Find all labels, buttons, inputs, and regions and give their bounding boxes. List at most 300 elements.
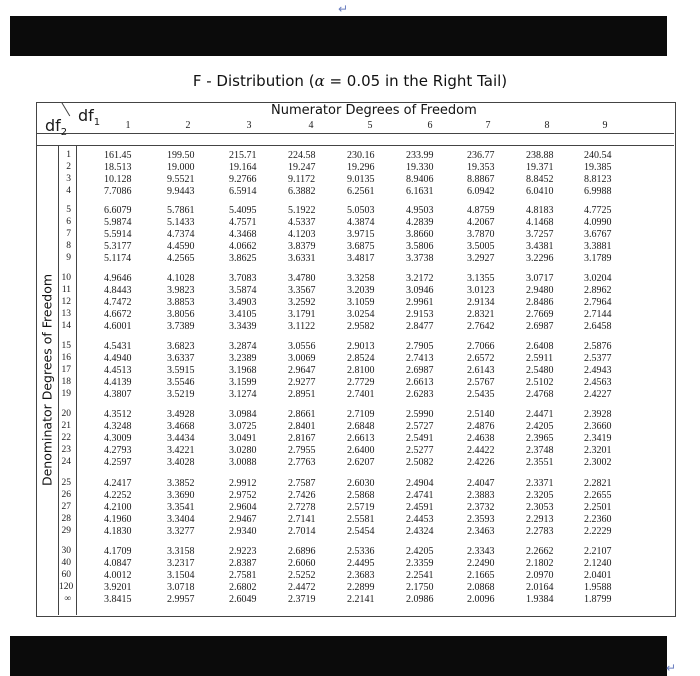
denominator-df-label: 15: [61, 341, 71, 351]
denominator-df-label: 22: [61, 433, 71, 443]
f-critical-value: 3.1504: [167, 570, 195, 581]
f-critical-value: 3.5915: [167, 365, 195, 376]
f-critical-value: 3.0725: [229, 421, 257, 432]
f-critical-value: 19.330: [406, 162, 434, 173]
denominator-df-label: 23: [61, 445, 71, 455]
f-critical-value: 4.3468: [229, 229, 257, 240]
f-critical-value: 6.0410: [526, 186, 554, 197]
f-critical-value: 2.9013: [347, 341, 375, 352]
f-critical-value: 3.0946: [406, 285, 434, 296]
f-critical-value: 5.1433: [167, 217, 195, 228]
numerator-df-header: 2: [185, 120, 191, 131]
f-critical-value: 2.3719: [288, 594, 316, 605]
f-critical-value: 3.2389: [229, 353, 257, 364]
f-critical-value: 6.6079: [104, 205, 132, 216]
f-critical-value: 3.3690: [167, 490, 195, 501]
denominator-axis: [37, 146, 58, 615]
f-critical-value: 3.0254: [347, 309, 375, 320]
f-critical-value: 4.9503: [406, 205, 434, 216]
f-critical-value: 2.3551: [526, 457, 554, 468]
f-critical-value: 2.4422: [467, 445, 495, 456]
f-critical-value: 3.2317: [167, 558, 195, 569]
f-critical-value: 3.8853: [167, 297, 195, 308]
denominator-df-label: 28: [61, 514, 71, 524]
f-critical-value: 18.513: [104, 162, 132, 173]
black-bar-bottom: [10, 636, 667, 676]
f-critical-value: 3.3277: [167, 526, 195, 537]
f-critical-value: 2.7729: [347, 377, 375, 388]
f-critical-value: 2.5454: [347, 526, 375, 537]
numerator-df-header: 5: [367, 120, 373, 131]
f-critical-value: 3.3567: [288, 285, 316, 296]
f-critical-value: 19.371: [526, 162, 554, 173]
f-critical-value: 4.8759: [467, 205, 495, 216]
f-critical-value: 238.88: [526, 150, 554, 161]
f-critical-value: 3.2296: [526, 253, 554, 264]
f-critical-value: 4.4590: [167, 241, 195, 252]
f-critical-value: 6.0942: [467, 186, 495, 197]
f-critical-value: 8.8123: [584, 174, 612, 185]
f-critical-value: 3.3881: [584, 241, 612, 252]
f-critical-value: 3.0069: [288, 353, 316, 364]
denominator-axis-label: Denominator Degrees of Freedom: [39, 273, 55, 487]
f-critical-value: 2.9604: [229, 502, 257, 513]
f-critical-value: 2.5336: [347, 546, 375, 557]
f-critical-value: 2.5480: [526, 365, 554, 376]
f-critical-value: 2.8524: [347, 353, 375, 364]
f-critical-value: 2.5252: [288, 570, 316, 581]
df2-base: df: [45, 116, 61, 135]
f-critical-value: 2.6613: [406, 377, 434, 388]
f-critical-value: 2.9340: [229, 526, 257, 537]
f-critical-value: 2.4047: [467, 478, 495, 489]
f-critical-value: 2.5377: [584, 353, 612, 364]
f-critical-value: 2.8477: [406, 321, 434, 332]
f-critical-value: 199.50: [167, 150, 195, 161]
f-critical-value: 2.2501: [584, 502, 612, 513]
f-critical-value: 3.5005: [467, 241, 495, 252]
numerator-axis-label: Numerator Degrees of Freedom: [271, 103, 477, 118]
table-title: [0, 72, 700, 90]
f-critical-value: 2.4904: [406, 478, 434, 489]
index-column-divider: [76, 146, 77, 615]
f-critical-value: 3.0088: [229, 457, 257, 468]
f-critical-value: 240.54: [584, 150, 612, 161]
f-critical-value: 7.7086: [104, 186, 132, 197]
f-critical-value: 2.4472: [288, 582, 316, 593]
f-critical-value: 2.7014: [288, 526, 316, 537]
f-critical-value: 2.7109: [347, 409, 375, 420]
f-critical-value: 2.9153: [406, 309, 434, 320]
f-critical-value: 3.3738: [406, 253, 434, 264]
f-critical-value: 2.7066: [467, 341, 495, 352]
f-critical-value: 3.7083: [229, 273, 257, 284]
f-critical-value: 2.8962: [584, 285, 612, 296]
f-critical-value: 2.6207: [347, 457, 375, 468]
f-critical-value: 3.1122: [288, 321, 316, 332]
f-critical-value: 2.7587: [288, 478, 316, 489]
f-critical-value: 4.8443: [104, 285, 132, 296]
f-critical-value: 3.4221: [167, 445, 195, 456]
f-critical-value: 2.3683: [347, 570, 375, 581]
f-critical-value: 2.6400: [347, 445, 375, 456]
f-critical-value: 3.4928: [167, 409, 195, 420]
f-critical-value: 2.3748: [526, 445, 554, 456]
f-critical-value: 2.7278: [288, 502, 316, 513]
denominator-df-label: 30: [61, 546, 71, 556]
denominator-df-label: 11: [61, 285, 71, 295]
f-critical-value: 3.1789: [584, 253, 612, 264]
f-critical-value: 3.3258: [347, 273, 375, 284]
f-critical-value: 2.1665: [467, 570, 495, 581]
f-critical-value: 4.7374: [167, 229, 195, 240]
f-critical-value: 4.4940: [104, 353, 132, 364]
f-critical-value: 6.2561: [347, 186, 375, 197]
f-critical-value: 9.0135: [347, 174, 375, 185]
f-critical-value: 3.2927: [467, 253, 495, 264]
f-critical-value: 4.0662: [229, 241, 257, 252]
f-critical-value: 4.8183: [526, 205, 554, 216]
f-critical-value: 19.000: [167, 162, 195, 173]
f-critical-value: 3.1355: [467, 273, 495, 284]
f-critical-value: 3.2592: [288, 297, 316, 308]
f-critical-value: 2.8401: [288, 421, 316, 432]
f-critical-value: 19.385: [584, 162, 612, 173]
f-critical-value: 3.0556: [288, 341, 316, 352]
f-critical-value: 2.9134: [467, 297, 495, 308]
f-critical-value: 3.1599: [229, 377, 257, 388]
f-critical-value: 3.8660: [406, 229, 434, 240]
f-critical-value: 3.4381: [526, 241, 554, 252]
f-critical-value: 2.7401: [347, 389, 375, 400]
f-critical-value: 8.8452: [526, 174, 554, 185]
f-critical-value: 2.4563: [584, 377, 612, 388]
f-critical-value: 161.45: [104, 150, 132, 161]
f-critical-value: 2.3593: [467, 514, 495, 525]
f-critical-value: 6.1631: [406, 186, 434, 197]
f-critical-value: 2.8100: [347, 365, 375, 376]
f-critical-value: 3.5546: [167, 377, 195, 388]
denominator-df-label: 7: [66, 229, 71, 239]
numerator-df-header: 6: [427, 120, 433, 131]
f-critical-value: 2.3419: [584, 433, 612, 444]
f-critical-value: 2.2662: [526, 546, 554, 557]
f-critical-value: 230.16: [347, 150, 375, 161]
numerator-df-header: 9: [602, 120, 608, 131]
f-critical-value: 2.5102: [526, 377, 554, 388]
f-critical-value: 4.2793: [104, 445, 132, 456]
f-critical-value: 2.4768: [526, 389, 554, 400]
f-critical-value: 2.6060: [288, 558, 316, 569]
f-critical-value: 2.5911: [526, 353, 554, 364]
f-critical-value: 3.8625: [229, 253, 257, 264]
f-critical-value: 3.8379: [288, 241, 316, 252]
f-critical-value: 4.6001: [104, 321, 132, 332]
f-critical-value: 2.7581: [229, 570, 257, 581]
f-critical-value: 9.2766: [229, 174, 257, 185]
f-critical-value: 2.3002: [584, 457, 612, 468]
denominator-df-label: 60: [61, 570, 71, 580]
numerator-df-header: 8: [544, 120, 550, 131]
f-critical-value: 1.9384: [526, 594, 554, 605]
f-critical-value: 2.2229: [584, 526, 612, 537]
f-critical-value: 9.5521: [167, 174, 195, 185]
denominator-df-label: 14: [61, 321, 71, 331]
f-critical-value: 2.2541: [406, 570, 434, 581]
f-critical-value: 4.6672: [104, 309, 132, 320]
f-critical-value: 3.1791: [288, 309, 316, 320]
f-critical-value: 2.7642: [467, 321, 495, 332]
f-critical-value: 2.5876: [584, 341, 612, 352]
df1-base: df: [78, 106, 94, 125]
f-critical-value: 2.5719: [347, 502, 375, 513]
f-critical-value: 4.0990: [584, 217, 612, 228]
f-critical-value: 2.4495: [347, 558, 375, 569]
f-critical-value: 5.4095: [229, 205, 257, 216]
f-critical-value: 2.4741: [406, 490, 434, 501]
f-critical-value: 3.2874: [229, 341, 257, 352]
f-critical-value: 3.1274: [229, 389, 257, 400]
f-critical-value: 3.4668: [167, 421, 195, 432]
denominator-df-label: 4: [66, 186, 71, 196]
f-critical-value: 2.0164: [526, 582, 554, 593]
f-critical-value: 2.8167: [288, 433, 316, 444]
f-critical-value: 2.4227: [584, 389, 612, 400]
f-critical-value: 2.0986: [406, 594, 434, 605]
denominator-df-label: 25: [61, 478, 71, 488]
denominator-df-label: 17: [61, 365, 71, 375]
f-critical-value: 3.5219: [167, 389, 195, 400]
denominator-df-label: 12: [61, 297, 71, 307]
f-critical-value: 2.2490: [467, 558, 495, 569]
denominator-df-label: 120: [59, 582, 74, 592]
f-critical-value: 2.7955: [288, 445, 316, 456]
f-critical-value: 2.2783: [526, 526, 554, 537]
f-critical-value: 4.5431: [104, 341, 132, 352]
f-critical-value: 2.3732: [467, 502, 495, 513]
header-divider-1: [36, 133, 674, 134]
f-critical-value: 2.6896: [288, 546, 316, 557]
f-critical-value: 2.6458: [584, 321, 612, 332]
f-critical-value: 2.0401: [584, 570, 612, 581]
denominator-df-label: 29: [61, 526, 71, 536]
f-critical-value: 4.1203: [288, 229, 316, 240]
f-critical-value: 2.5082: [406, 457, 434, 468]
f-critical-value: 4.1709: [104, 546, 132, 557]
f-critical-value: 224.58: [288, 150, 316, 161]
f-critical-value: 2.4453: [406, 514, 434, 525]
f-critical-value: 2.4943: [584, 365, 612, 376]
f-critical-value: 2.2141: [347, 594, 375, 605]
df2-label: [45, 116, 67, 138]
f-critical-value: 2.4591: [406, 502, 434, 513]
f-critical-value: 2.6848: [347, 421, 375, 432]
numerator-df-header: 4: [308, 120, 314, 131]
f-critical-value: 2.1240: [584, 558, 612, 569]
f-critical-value: 4.0847: [104, 558, 132, 569]
f-critical-value: 3.7257: [526, 229, 554, 240]
f-critical-value: 4.3807: [104, 389, 132, 400]
f-critical-value: 3.4105: [229, 309, 257, 320]
f-critical-value: 8.8867: [467, 174, 495, 185]
f-critical-value: 5.1922: [288, 205, 316, 216]
f-critical-value: 4.4513: [104, 365, 132, 376]
f-critical-value: 2.6283: [406, 389, 434, 400]
numerator-df-header: 7: [485, 120, 491, 131]
f-critical-value: 4.2565: [167, 253, 195, 264]
f-critical-value: 4.2067: [467, 217, 495, 228]
denominator-df-label: 40: [61, 558, 71, 568]
f-critical-value: 4.1830: [104, 526, 132, 537]
f-critical-value: 2.2360: [584, 514, 612, 525]
f-critical-value: 5.1174: [104, 253, 132, 264]
f-critical-value: 4.1960: [104, 514, 132, 525]
f-critical-value: 5.0503: [347, 205, 375, 216]
f-critical-value: 2.9582: [347, 321, 375, 332]
f-critical-value: 8.9406: [406, 174, 434, 185]
denominator-df-label: 5: [66, 205, 71, 215]
f-critical-value: 4.7571: [229, 217, 257, 228]
f-critical-value: 2.3359: [406, 558, 434, 569]
f-critical-value: 5.9874: [104, 217, 132, 228]
denominator-df-label: 19: [61, 389, 71, 399]
f-critical-value: 4.3874: [347, 217, 375, 228]
f-critical-value: 3.0491: [229, 433, 257, 444]
f-critical-value: 1.9588: [584, 582, 612, 593]
f-critical-value: 3.4028: [167, 457, 195, 468]
denominator-df-label: 18: [61, 377, 71, 387]
f-critical-value: 3.6767: [584, 229, 612, 240]
f-critical-value: 2.3883: [467, 490, 495, 501]
denominator-df-label: 9: [66, 253, 71, 263]
f-critical-value: 3.6875: [347, 241, 375, 252]
f-critical-value: 4.4139: [104, 377, 132, 388]
f-critical-value: 3.3158: [167, 546, 195, 557]
f-critical-value: 3.4434: [167, 433, 195, 444]
f-critical-value: 4.3512: [104, 409, 132, 420]
f-critical-value: 3.0984: [229, 409, 257, 420]
f-critical-value: 2.8486: [526, 297, 554, 308]
f-critical-value: 6.3882: [288, 186, 316, 197]
f-critical-value: 2.4205: [526, 421, 554, 432]
f-critical-value: 2.4876: [467, 421, 495, 432]
f-critical-value: 3.3541: [167, 502, 195, 513]
f-critical-value: 2.6572: [467, 353, 495, 364]
f-critical-value: 19.164: [229, 162, 257, 173]
f-critical-value: 236.77: [467, 150, 495, 161]
title-alpha: α: [314, 72, 325, 90]
f-critical-value: 2.6030: [347, 478, 375, 489]
denominator-df-label: 8: [66, 241, 71, 251]
f-critical-value: 2.6987: [406, 365, 434, 376]
f-critical-value: 2.3201: [584, 445, 612, 456]
f-critical-value: 2.0868: [467, 582, 495, 593]
f-critical-value: 2.7144: [584, 309, 612, 320]
f-critical-value: 2.4324: [406, 526, 434, 537]
f-critical-value: 2.9957: [167, 594, 195, 605]
f-critical-value: 4.3248: [104, 421, 132, 432]
f-critical-value: 2.5581: [347, 514, 375, 525]
f-critical-value: 2.2913: [526, 514, 554, 525]
f-critical-value: 2.5767: [467, 377, 495, 388]
f-critical-value: 2.6802: [229, 582, 257, 593]
df1-subscript: 1: [93, 117, 101, 129]
f-critical-value: 3.9823: [167, 285, 195, 296]
f-critical-value: 2.8951: [288, 389, 316, 400]
f-critical-value: 3.8056: [167, 309, 195, 320]
f-critical-value: 3.2039: [347, 285, 375, 296]
return-symbol-top: ↵: [338, 2, 349, 16]
f-critical-value: 2.3205: [526, 490, 554, 501]
numerator-df-header: 3: [246, 120, 252, 131]
f-critical-value: 3.6337: [167, 353, 195, 364]
f-critical-value: 19.353: [467, 162, 495, 173]
df2-subscript: 2: [60, 127, 68, 139]
f-critical-value: 2.2655: [584, 490, 612, 501]
f-critical-value: 4.2252: [104, 490, 132, 501]
f-critical-value: 2.5868: [347, 490, 375, 501]
f-critical-value: 2.5491: [406, 433, 434, 444]
f-critical-value: 2.0970: [526, 570, 554, 581]
denominator-df-label: 16: [61, 353, 71, 363]
f-critical-value: 4.1468: [526, 217, 554, 228]
denominator-df-label: 13: [61, 309, 71, 319]
f-critical-value: 2.3053: [526, 502, 554, 513]
f-critical-value: 2.7964: [584, 297, 612, 308]
f-critical-value: 3.4903: [229, 297, 257, 308]
f-critical-value: 2.8661: [288, 409, 316, 420]
f-critical-value: 2.7905: [406, 341, 434, 352]
denominator-df-label: 21: [61, 421, 71, 431]
f-critical-value: 2.2821: [584, 478, 612, 489]
f-critical-value: 4.2839: [406, 217, 434, 228]
f-critical-value: 3.7389: [167, 321, 195, 332]
f-critical-value: 3.9715: [347, 229, 375, 240]
f-critical-value: 4.2100: [104, 502, 132, 513]
f-critical-value: 2.7669: [526, 309, 554, 320]
f-critical-value: 19.247: [288, 162, 316, 173]
f-critical-value: 4.3009: [104, 433, 132, 444]
f-critical-value: 3.7870: [467, 229, 495, 240]
f-critical-value: 2.9480: [526, 285, 554, 296]
f-critical-value: 2.3928: [584, 409, 612, 420]
f-critical-value: 3.0204: [584, 273, 612, 284]
f-critical-value: 3.2172: [406, 273, 434, 284]
f-critical-value: 2.4638: [467, 433, 495, 444]
f-critical-value: 2.5990: [406, 409, 434, 420]
f-critical-value: 10.128: [104, 174, 132, 185]
df1-label: [78, 106, 100, 128]
f-critical-value: 3.5874: [229, 285, 257, 296]
f-critical-value: 2.6987: [526, 321, 554, 332]
f-critical-value: 3.0717: [526, 273, 554, 284]
f-critical-value: 5.5914: [104, 229, 132, 240]
f-critical-value: 2.6143: [467, 365, 495, 376]
denominator-df-label: 3: [66, 174, 71, 184]
denominator-df-label: 2: [66, 162, 71, 172]
f-critical-value: 233.99: [406, 150, 434, 161]
f-critical-value: 3.0123: [467, 285, 495, 296]
f-critical-value: 3.5806: [406, 241, 434, 252]
f-critical-value: 2.5277: [406, 445, 434, 456]
f-critical-value: 2.9467: [229, 514, 257, 525]
f-critical-value: 4.7472: [104, 297, 132, 308]
f-critical-value: 2.2899: [347, 582, 375, 593]
f-critical-value: 5.3177: [104, 241, 132, 252]
f-critical-value: 2.1750: [406, 582, 434, 593]
f-critical-value: 2.4226: [467, 457, 495, 468]
f-critical-value: 2.5140: [467, 409, 495, 420]
